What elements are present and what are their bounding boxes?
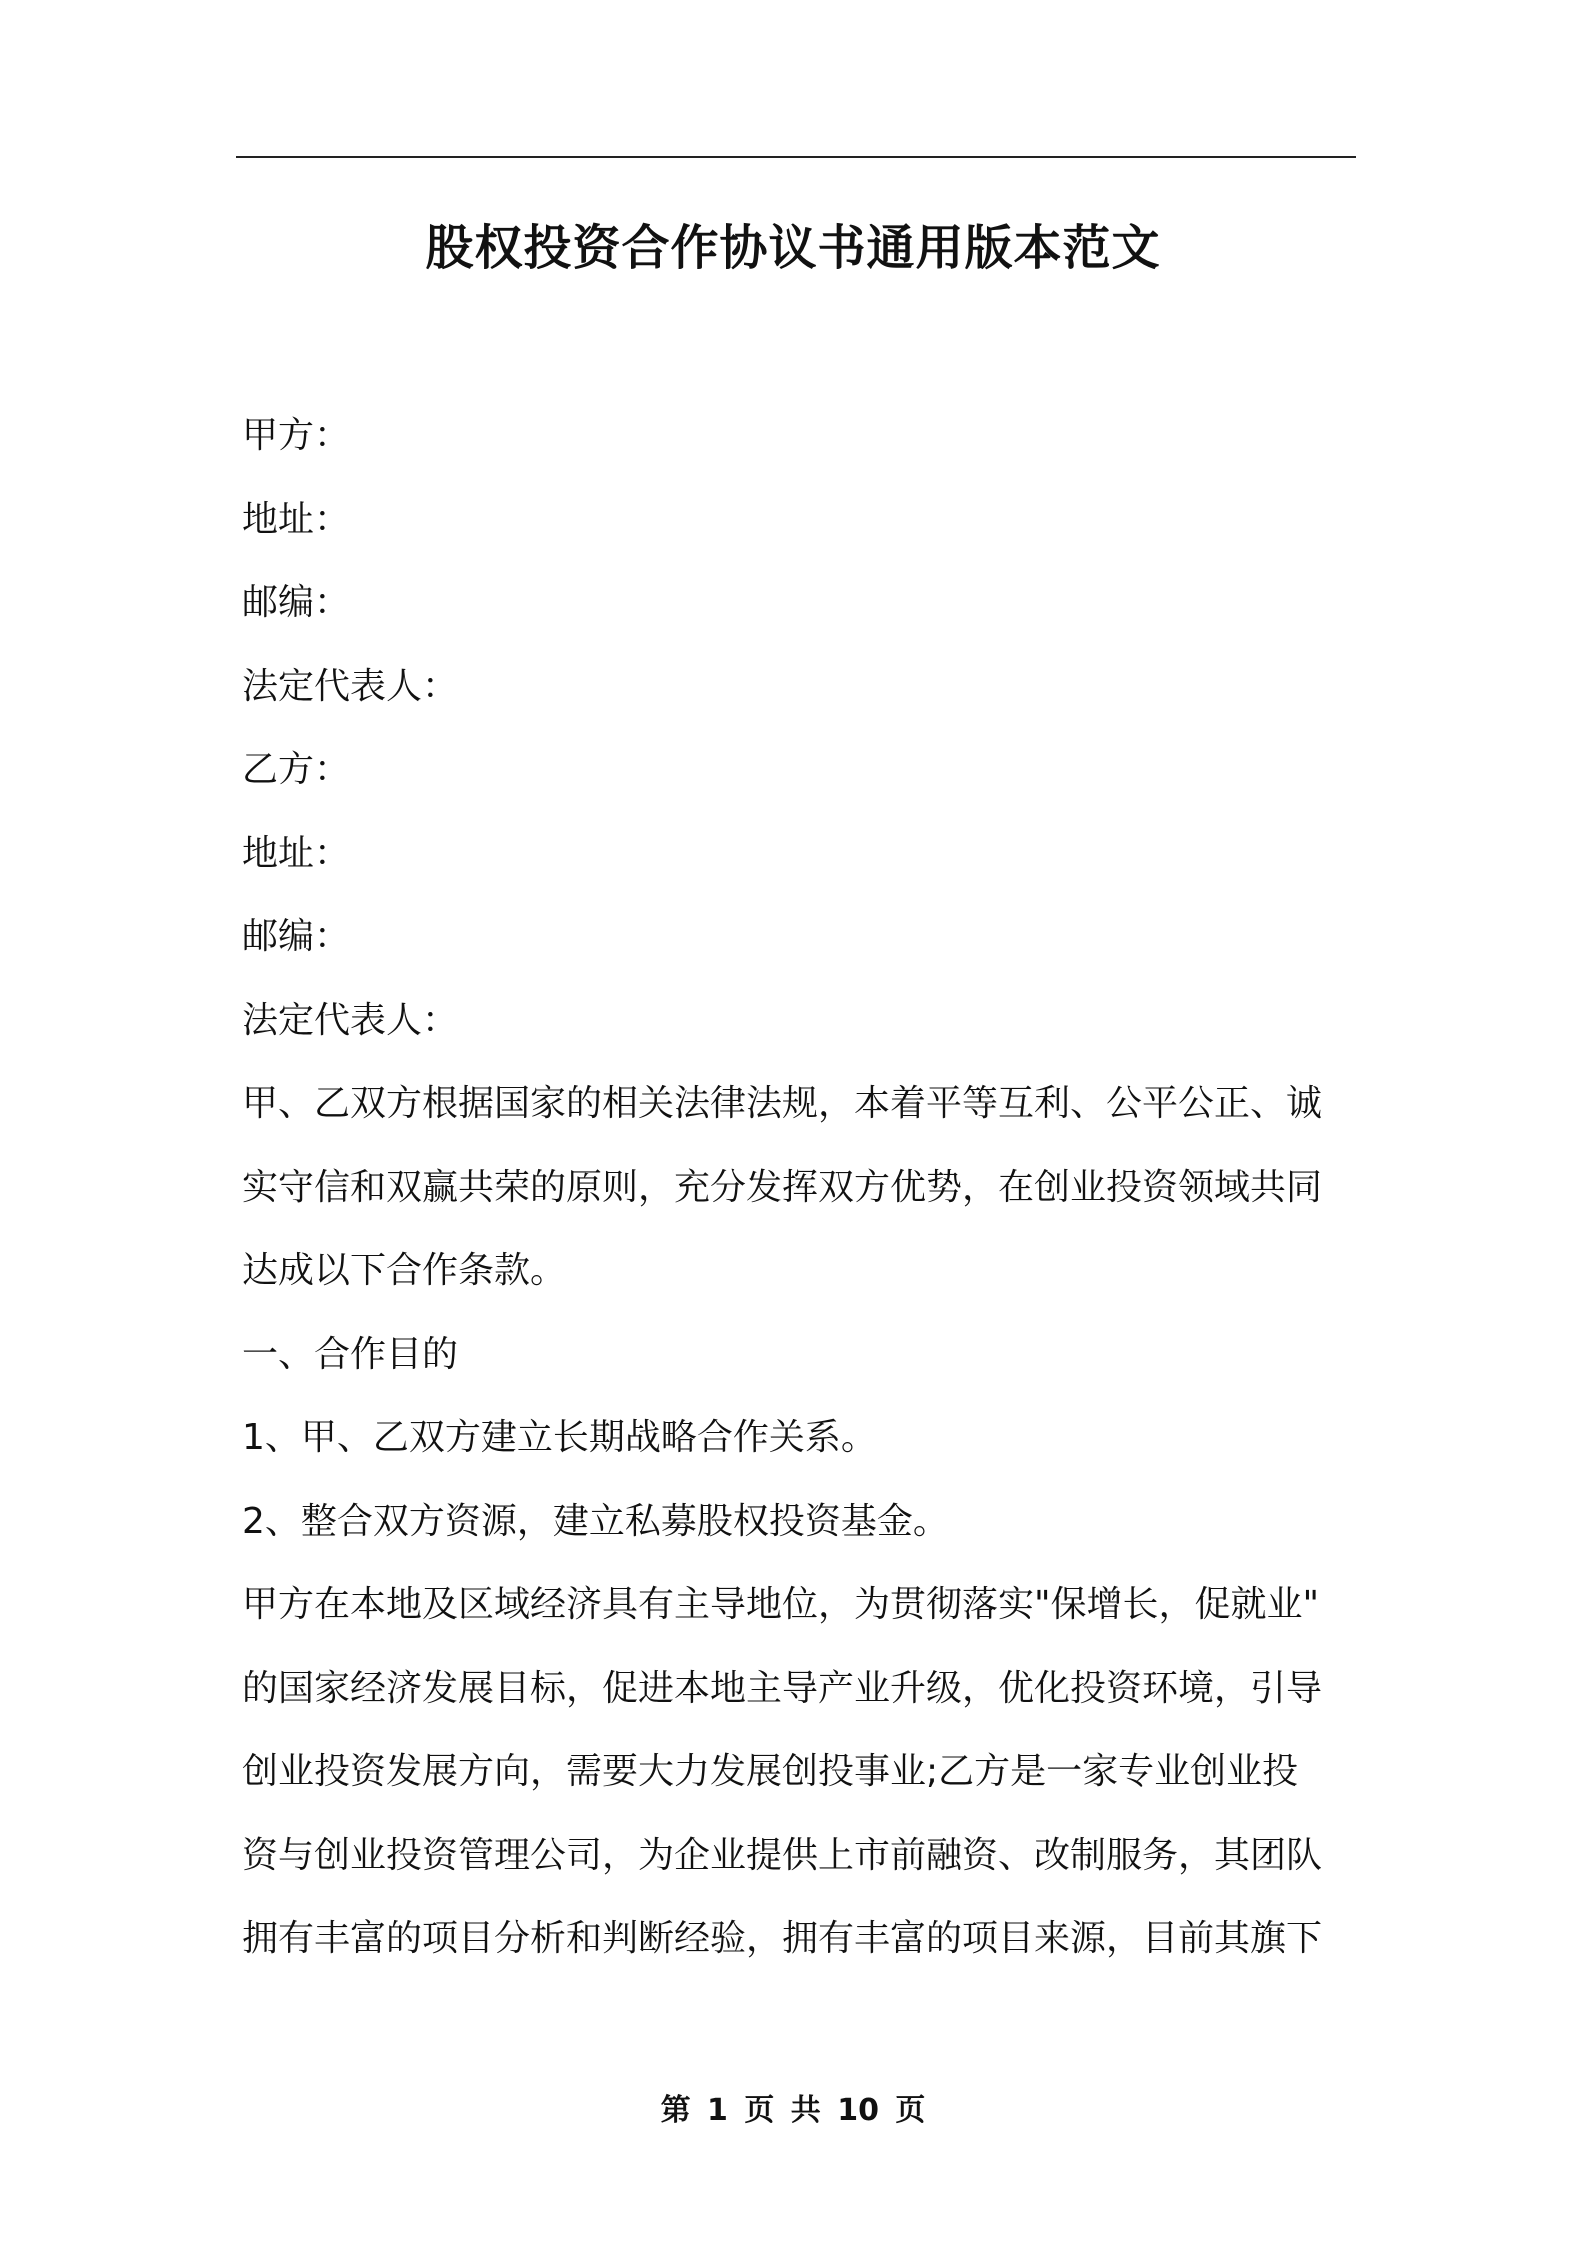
party-b-address-label: 地址： bbox=[242, 832, 351, 874]
party-a-postcode-label: 邮编： bbox=[242, 582, 351, 623]
clause-item: 1、甲、乙双方建立长期战略合作关系。 bbox=[242, 1417, 877, 1458]
clause-item: 2、整合双方资源，建立私募股权投资基金。 bbox=[242, 1500, 949, 1542]
section-heading: 一、合作目的 bbox=[242, 1333, 459, 1375]
party-a-address-label: 地址： bbox=[242, 498, 351, 540]
preamble-line: 实守信和双赢共荣的原则，充分发挥双方优势，在创业投资领域共同 bbox=[242, 1166, 1323, 1208]
paragraph-line: 拥有丰富的项目分析和判断经验，拥有丰富的项目来源，目前其旗下 bbox=[242, 1918, 1323, 1959]
page-footer: 第 1 页 共 10 页 bbox=[660, 2093, 926, 2128]
party-b-legal-rep-label: 法定代表人： bbox=[242, 999, 459, 1041]
preamble-line: 甲、乙双方根据国家的相关法律法规，本着平等互利、公平公正、诚 bbox=[242, 1083, 1323, 1124]
paragraph-line: 甲方在本地及区域经济具有主导地位，为贯彻落实"保增长，促就业" bbox=[242, 1584, 1320, 1625]
paragraph-line: 创业投资发展方向，需要大力发展创投事业;乙方是一家专业创业投 bbox=[242, 1751, 1299, 1792]
paragraph-line: 的国家经济发展目标，促进本地主导产业升级，优化投资环境，引导 bbox=[242, 1667, 1323, 1709]
party-a-legal-rep-label: 法定代表人： bbox=[242, 665, 459, 707]
document-body bbox=[242, 394, 1356, 1981]
paragraph-line: 资与创业投资管理公司，为企业提供上市前融资、改制服务，其团队 bbox=[242, 1834, 1323, 1876]
preamble-line: 达成以下合作条款。 bbox=[242, 1250, 567, 1291]
header-rule bbox=[236, 156, 1356, 158]
party-a-label: 甲方： bbox=[242, 415, 351, 456]
party-b-postcode-label: 邮编： bbox=[242, 916, 351, 957]
document-title: 股权投资合作协议书通用版本范文 bbox=[425, 220, 1161, 276]
party-b-label: 乙方： bbox=[242, 749, 351, 790]
